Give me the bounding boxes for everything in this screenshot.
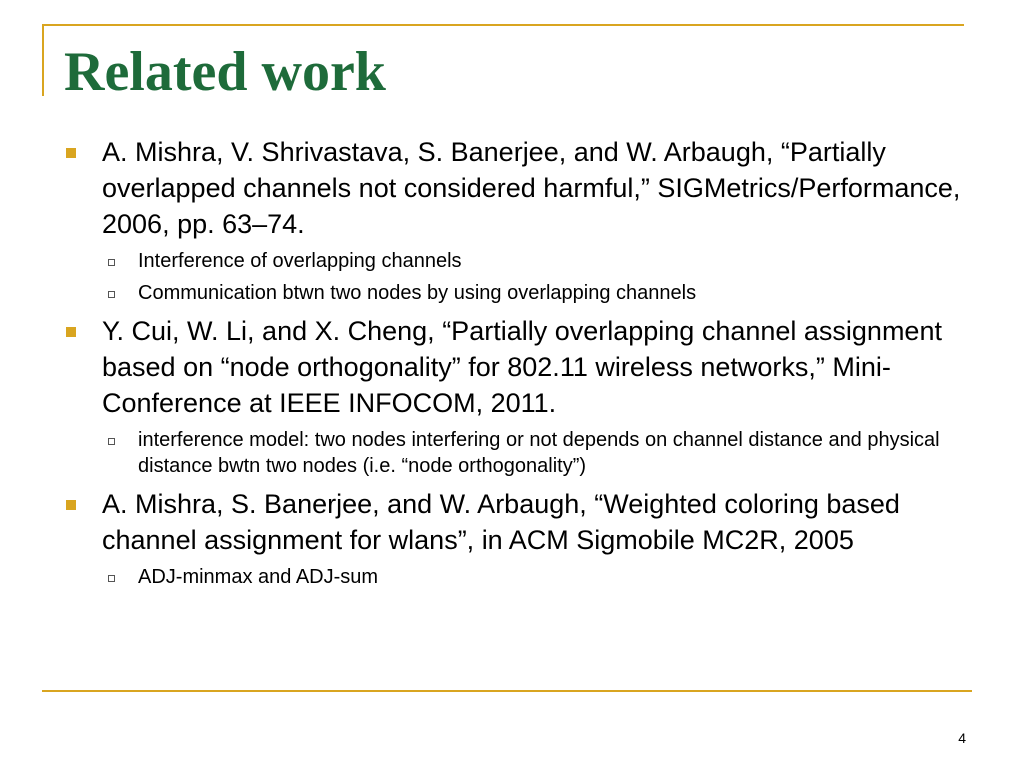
page-number: 4 bbox=[958, 730, 966, 746]
list-item bbox=[66, 313, 986, 421]
top-rule bbox=[42, 24, 964, 26]
sub-list-item bbox=[102, 564, 986, 590]
reference-text: Y. Cui, W. Li, and X. Cheng, “Partially overlapping channel assignment based on “node orthogonality” for 802.11 wireless networks,” Mini-Conference at IEEE INFOCOM, 2011. bbox=[102, 316, 942, 418]
hollow-square-bullet-icon bbox=[108, 575, 115, 582]
hollow-square-bullet-icon bbox=[108, 259, 115, 266]
sub-item-text: ADJ-minmax and ADJ-sum bbox=[138, 566, 379, 588]
sub-list-item bbox=[102, 248, 986, 274]
bullet-list bbox=[66, 134, 986, 590]
square-bullet-icon bbox=[66, 148, 76, 158]
left-rule bbox=[42, 24, 44, 96]
sub-list-item bbox=[102, 280, 986, 306]
sub-item-text: Communication btwn two nodes by using overlapping channels bbox=[138, 282, 697, 304]
list-item bbox=[66, 134, 986, 242]
hollow-square-bullet-icon bbox=[108, 291, 115, 298]
sub-item-text: interference model: two nodes interfering or not depends on channel distance and physical distance bwtn two nodes (i.e. “node orthogonality”) bbox=[138, 429, 940, 477]
bottom-rule bbox=[42, 690, 972, 692]
reference-text: A. Mishra, V. Shrivastava, S. Banerjee, and W. Arbaugh, “Partially overlapped channels not considered harmful,” SIGMetrics/Performance, 2006, pp. 63–74. bbox=[102, 137, 961, 239]
square-bullet-icon bbox=[66, 500, 76, 510]
square-bullet-icon bbox=[66, 327, 76, 337]
sub-list-item bbox=[102, 427, 986, 479]
slide-title: Related work bbox=[64, 41, 386, 103]
list-item bbox=[66, 486, 986, 558]
sub-item-text: Interference of overlapping channels bbox=[138, 250, 462, 272]
hollow-square-bullet-icon bbox=[108, 438, 115, 445]
reference-text: A. Mishra, S. Banerjee, and W. Arbaugh, “Weighted coloring based channel assignment for wlans”, in ACM Sigmobile MC2R, 2005 bbox=[102, 489, 900, 555]
